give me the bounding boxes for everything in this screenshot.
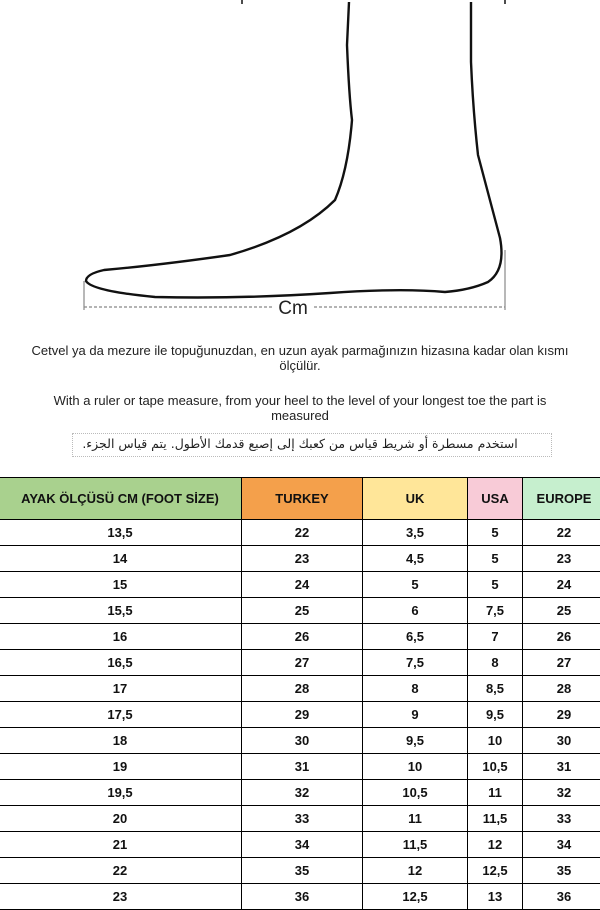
usa-cell: 5 <box>468 520 523 546</box>
header-uk: UK <box>363 478 468 520</box>
usa-cell: 5 <box>468 546 523 572</box>
europe-cell: 26 <box>523 624 600 650</box>
table-header-row <box>0 478 600 520</box>
foot-size-cell: 17,5 <box>0 702 242 728</box>
table-row <box>0 650 600 676</box>
header-foot-size-cm: AYAK ÖLÇÜSÜ CM (FOOT SİZE) <box>0 478 242 520</box>
turkey-cell: 35 <box>242 858 363 884</box>
foot-size-cell: 19,5 <box>0 780 242 806</box>
uk-cell: 9 <box>363 702 468 728</box>
table-row <box>0 520 600 546</box>
size-chart-body <box>0 520 600 910</box>
measure-label: Cm <box>278 298 308 319</box>
uk-cell: 10,5 <box>363 780 468 806</box>
turkey-cell: 23 <box>242 546 363 572</box>
instruction-turkish: Cetvel ya da mezure ile topuğunuzdan, en uzun ayak parmağınızın hizasına kadar olan kısmı ölçülür. <box>30 343 570 373</box>
europe-cell: 32 <box>523 780 600 806</box>
usa-cell: 7,5 <box>468 598 523 624</box>
foot-size-cell: 19 <box>0 754 242 780</box>
turkey-cell: 26 <box>242 624 363 650</box>
table-row <box>0 754 600 780</box>
uk-cell: 3,5 <box>363 520 468 546</box>
uk-cell: 12,5 <box>363 884 468 910</box>
usa-cell: 13 <box>468 884 523 910</box>
table-row <box>0 572 600 598</box>
uk-cell: 11,5 <box>363 832 468 858</box>
turkey-cell: 30 <box>242 728 363 754</box>
europe-cell: 24 <box>523 572 600 598</box>
foot-size-cell: 15,5 <box>0 598 242 624</box>
usa-cell: 7 <box>468 624 523 650</box>
uk-cell: 8 <box>363 676 468 702</box>
europe-cell: 36 <box>523 884 600 910</box>
table-row <box>0 858 600 884</box>
header-europe: EUROPE <box>523 478 600 520</box>
europe-cell: 27 <box>523 650 600 676</box>
foot-size-cell: 16 <box>0 624 242 650</box>
foot-size-cell: 15 <box>0 572 242 598</box>
turkey-cell: 28 <box>242 676 363 702</box>
europe-cell: 30 <box>523 728 600 754</box>
usa-cell: 12,5 <box>468 858 523 884</box>
europe-cell: 34 <box>523 832 600 858</box>
usa-cell: 12 <box>468 832 523 858</box>
europe-cell: 28 <box>523 676 600 702</box>
foot-size-cell: 21 <box>0 832 242 858</box>
usa-cell: 8 <box>468 650 523 676</box>
uk-cell: 5 <box>363 572 468 598</box>
uk-cell: 7,5 <box>363 650 468 676</box>
usa-cell: 10,5 <box>468 754 523 780</box>
turkey-cell: 36 <box>242 884 363 910</box>
europe-cell: 25 <box>523 598 600 624</box>
uk-cell: 10 <box>363 754 468 780</box>
table-row <box>0 676 600 702</box>
foot-size-cell: 16,5 <box>0 650 242 676</box>
foot-size-cell: 23 <box>0 884 242 910</box>
usa-cell: 11,5 <box>468 806 523 832</box>
table-row <box>0 546 600 572</box>
uk-cell: 11 <box>363 806 468 832</box>
header-usa: USA <box>468 478 523 520</box>
foot-outline <box>86 2 502 298</box>
europe-cell: 35 <box>523 858 600 884</box>
turkey-cell: 29 <box>242 702 363 728</box>
europe-cell: 23 <box>523 546 600 572</box>
table-row <box>0 780 600 806</box>
table-row <box>0 832 600 858</box>
europe-cell: 33 <box>523 806 600 832</box>
turkey-cell: 33 <box>242 806 363 832</box>
table-row <box>0 702 600 728</box>
size-chart-table <box>0 477 600 910</box>
usa-cell: 5 <box>468 572 523 598</box>
table-row <box>0 598 600 624</box>
foot-size-cell: 14 <box>0 546 242 572</box>
table-row <box>0 884 600 910</box>
instruction-arabic: استخدم مسطرة أو شريط قياس من كعبك إلى إصبع قدمك الأطول. يتم قياس الجزء. <box>30 436 570 451</box>
turkey-cell: 22 <box>242 520 363 546</box>
foot-size-cell: 22 <box>0 858 242 884</box>
foot-size-cell: 20 <box>0 806 242 832</box>
turkey-cell: 31 <box>242 754 363 780</box>
turkey-cell: 25 <box>242 598 363 624</box>
usa-cell: 10 <box>468 728 523 754</box>
usa-cell: 9,5 <box>468 702 523 728</box>
foot-size-cell: 13,5 <box>0 520 242 546</box>
uk-cell: 6,5 <box>363 624 468 650</box>
uk-cell: 9,5 <box>363 728 468 754</box>
usa-cell: 11 <box>468 780 523 806</box>
header-turkey: TURKEY <box>242 478 363 520</box>
europe-cell: 31 <box>523 754 600 780</box>
turkey-cell: 32 <box>242 780 363 806</box>
turkey-cell: 34 <box>242 832 363 858</box>
instruction-english: With a ruler or tape measure, from your heel to the level of your longest toe the part is measured <box>30 393 570 423</box>
foot-size-cell: 18 <box>0 728 242 754</box>
uk-cell: 12 <box>363 858 468 884</box>
table-row <box>0 728 600 754</box>
foot-size-cell: 17 <box>0 676 242 702</box>
europe-cell: 29 <box>523 702 600 728</box>
table-row <box>0 806 600 832</box>
table-row <box>0 624 600 650</box>
europe-cell: 22 <box>523 520 600 546</box>
usa-cell: 8,5 <box>468 676 523 702</box>
turkey-cell: 27 <box>242 650 363 676</box>
uk-cell: 6 <box>363 598 468 624</box>
foot-measurement-illustration <box>0 0 600 330</box>
turkey-cell: 24 <box>242 572 363 598</box>
uk-cell: 4,5 <box>363 546 468 572</box>
